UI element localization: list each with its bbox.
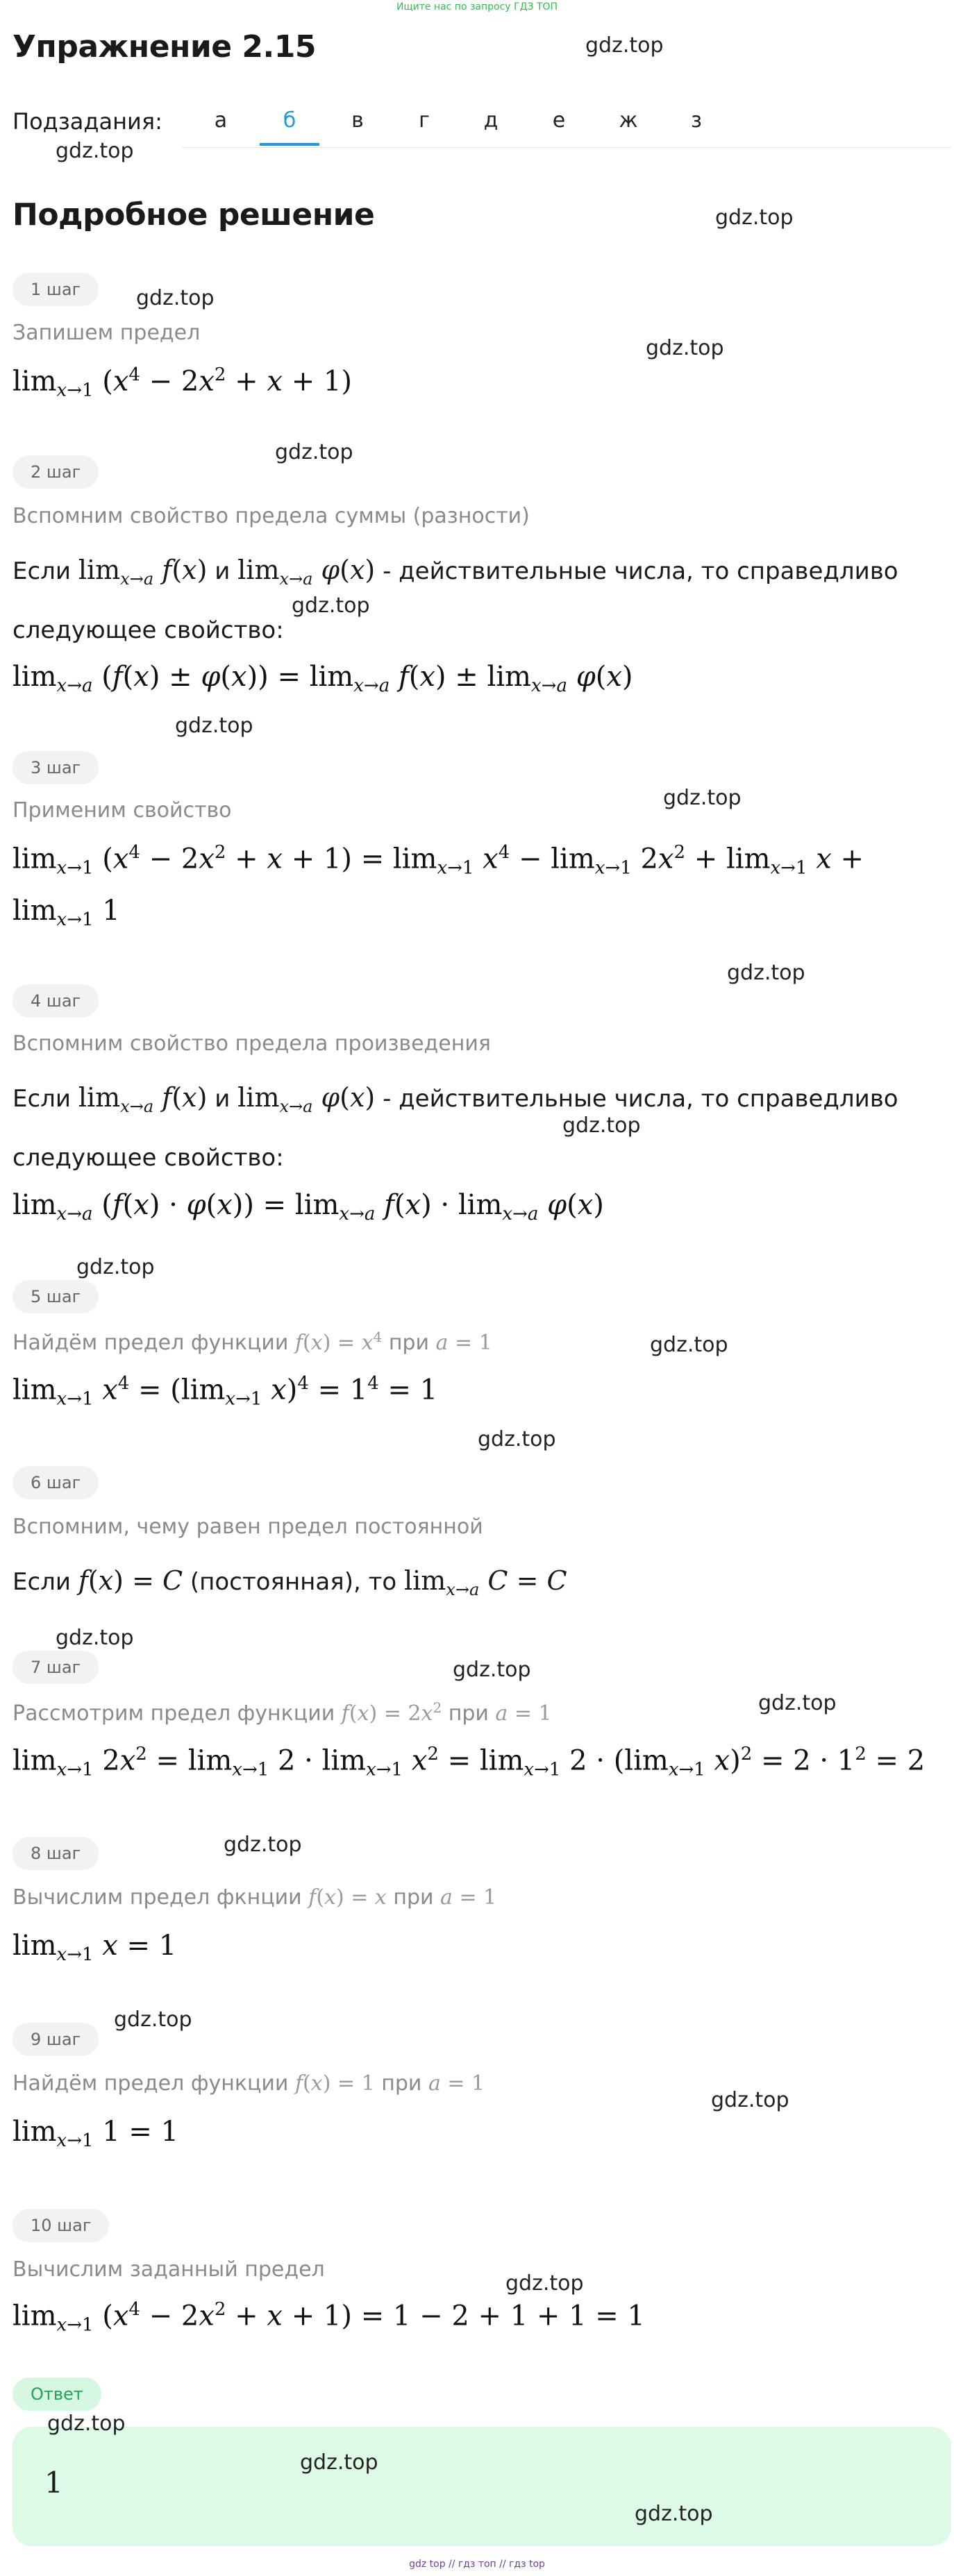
watermark: gdz.top [663,786,742,810]
watermark: gdz.top [711,2088,789,2112]
step-4-badge: 4 шаг [12,984,99,1018]
step-7-badge: 7 шаг [12,1651,99,1684]
step-8-formula: $\lim_{x\to 1} x = 1$ [12,1930,177,1965]
tab-v[interactable]: в [351,108,364,133]
watermark: gdz.top [76,1255,155,1279]
step-7-formula: $\lim_{x\to 1} 2x^2 = \lim_{x\to 1} 2 \cdot \lim_{x\to 1} x^2 = \lim_{x\to 1} 2 \cdot (\lim_{x\to 1}$ $x)^2 = 2 \cdot 1^2 = 2$ [12,1744,926,1781]
step-1-badge: 1 шаг [12,273,99,306]
watermark: gdz.top [136,286,215,310]
step-5-hint: Найдём предел функции $f(x) = x^4$ при a = 1 [12,1329,492,1355]
watermark: gdz.top [478,1427,556,1451]
step-6-hint: Вспомним, чему равен предел постоянной [12,1515,483,1539]
watermark: gdz.top [505,2271,584,2296]
step-4-formula: $\lim_{x\to a} (f(x) \cdot \varphi(x)) = \lim_{x\to a} f(x) \cdot \lim_{x\to a} \varphi(x)$ [12,1189,604,1224]
tab-zh[interactable]: ж [619,108,638,133]
step-6-text-a: Если [12,1568,72,1596]
watermark: gdz.top [56,139,134,163]
watermark: gdz.top [275,440,353,464]
step-8-hint-b: при [393,1885,434,1910]
step-4-text-b: и [215,1085,231,1113]
subtasks-label: Подзадания: [12,108,162,135]
step-1-hint: Запишем предел [12,321,201,345]
step-5-formula: $\lim_{x\to 1} x^4 = (\lim_{x\to 1}$ $x)^4 = 1^4 = 1$ [12,1373,438,1410]
step-9-hint-b: при [381,2071,422,2096]
watermark: gdz.top [585,33,664,58]
step-6-text-b: (постоянная), то [190,1568,397,1596]
watermark: gdz.top [758,1691,837,1715]
step-2-text-a: Если [12,557,72,585]
watermark: gdz.top [292,594,370,618]
tab-b[interactable]: б [260,108,319,146]
watermark: gdz.top [646,336,724,360]
subtask-tabs [182,104,951,148]
step-2-text-c: - действительные числа, то справедливо следующее свойство: [12,557,898,644]
step-10-formula: $\lim_{x\to 1} (x^4 - 2x^2 + x + 1) = 1 - 2 + 1 + 1 = 1$ [12,2299,645,2336]
watermark: gdz.top [114,2007,192,2032]
step-3-formula-line1: $\lim_{x\to 1} (x^4 - 2x^2 + x + 1) = \lim_{x\to 1} x^4 - \lim_{x\to 1} 2x^2 + \lim_{x\to 1} x$ + [12,842,864,879]
watermark: gdz.top [635,2502,713,2526]
tab-e[interactable]: е [552,108,566,133]
watermark: gdz.top [175,714,253,738]
step-8-badge: 8 шаг [12,1837,99,1870]
step-5-hint-a: Найдём предел функции [12,1331,289,1355]
footer: gdz top // гдз топ // гдз top [409,2559,545,2570]
step-9-badge: 9 шаг [12,2023,99,2056]
step-7-hint: Рассмотрим предел функции $f(x) = 2x^2$ при a = 1 [12,1699,552,1726]
watermark: gdz.top [453,1658,531,1682]
step-2-formula: $\lim_{x\to a} (f(x) \pm \varphi(x)) = \lim_{x\to a} f(x) \pm \lim_{x\to a} \varphi(x)$ [12,661,633,696]
step-4-hint: Вспомним свойство предела произведения [12,1032,491,1056]
watermark: gdz.top [727,961,805,985]
step-8-hint-a: Вычислим предел фкнции [12,1885,302,1910]
step-7-hint-b: при [448,1701,489,1726]
page-title: Упражнение 2.15 [12,29,316,65]
answer-badge: Ответ [12,2377,101,2411]
step-10-hint: Вычислим заданный предел [12,2257,325,2282]
step-4-text-a: Если [12,1085,72,1113]
tab-z[interactable]: з [691,108,702,133]
top-banner: Ищите нас по запросу ГДЗ ТОП [396,1,558,12]
section-title: Подробное решение [12,197,375,233]
watermark: gdz.top [224,1833,302,1857]
step-8-hint: Вычислим предел фкнции f(x) = x при a = 1 [12,1885,497,1910]
step-2-text: Если $\lim_{x\to a} f(x)$ и $\lim_{x\to a} \varphi(x)$ - действительные числа, то справедливо следующее свойство: [12,555,898,644]
watermark: gdz.top [562,1113,641,1138]
step-9-hint-a: Найдём предел функции [12,2071,289,2096]
step-9-formula: $\lim_{x\to 1} 1 = 1$ [12,2116,179,2151]
step-2-text-b: и [215,557,231,585]
step-3-badge: 3 шаг [12,751,99,784]
subtasks-bar [12,104,951,149]
step-4-text: Если $\lim_{x\to a} f(x)$ и $\lim_{x\to a} \varphi(x)$ - действительные числа, то справедливо следующее свойство: [12,1082,898,1172]
step-9-hint: Найдём предел функции f(x) = 1 при a = 1 [12,2071,485,2096]
step-3-hint: Применим свойство [12,798,232,823]
step-4-text-c: - действительные числа, то справедливо следующее свойство: [12,1085,898,1172]
tab-g[interactable]: г [419,108,430,133]
watermark: gdz.top [715,205,794,230]
watermark: gdz.top [300,2450,378,2475]
tab-a[interactable]: а [214,108,228,133]
step-7-hint-a: Рассмотрим предел функции [12,1701,335,1726]
step-10-badge: 10 шаг [12,2209,109,2242]
step-2-badge: 2 шаг [12,455,99,489]
step-2-hint: Вспомним свойство предела суммы (разности) [12,504,530,528]
step-1-formula: $\lim_{x\to 1} (x^4 - 2x^2 + x + 1)$ [12,364,352,401]
watermark: gdz.top [47,2411,126,2436]
watermark: gdz.top [650,1333,728,1357]
step-3-formula-line2: $\lim_{x\to 1} 1$ [12,895,120,930]
tab-d[interactable]: д [483,108,499,133]
step-5-badge: 5 шаг [12,1280,99,1313]
answer-value: 1 [44,2466,63,2500]
step-5-hint-b: при [388,1331,429,1355]
watermark: gdz.top [56,1626,134,1650]
step-6-text: Если f(x) = C (постоянная), то $\lim_{x\to a} C = C$ [12,1565,567,1599]
answer-box [12,2427,951,2546]
step-6-badge: 6 шаг [12,1466,99,1499]
